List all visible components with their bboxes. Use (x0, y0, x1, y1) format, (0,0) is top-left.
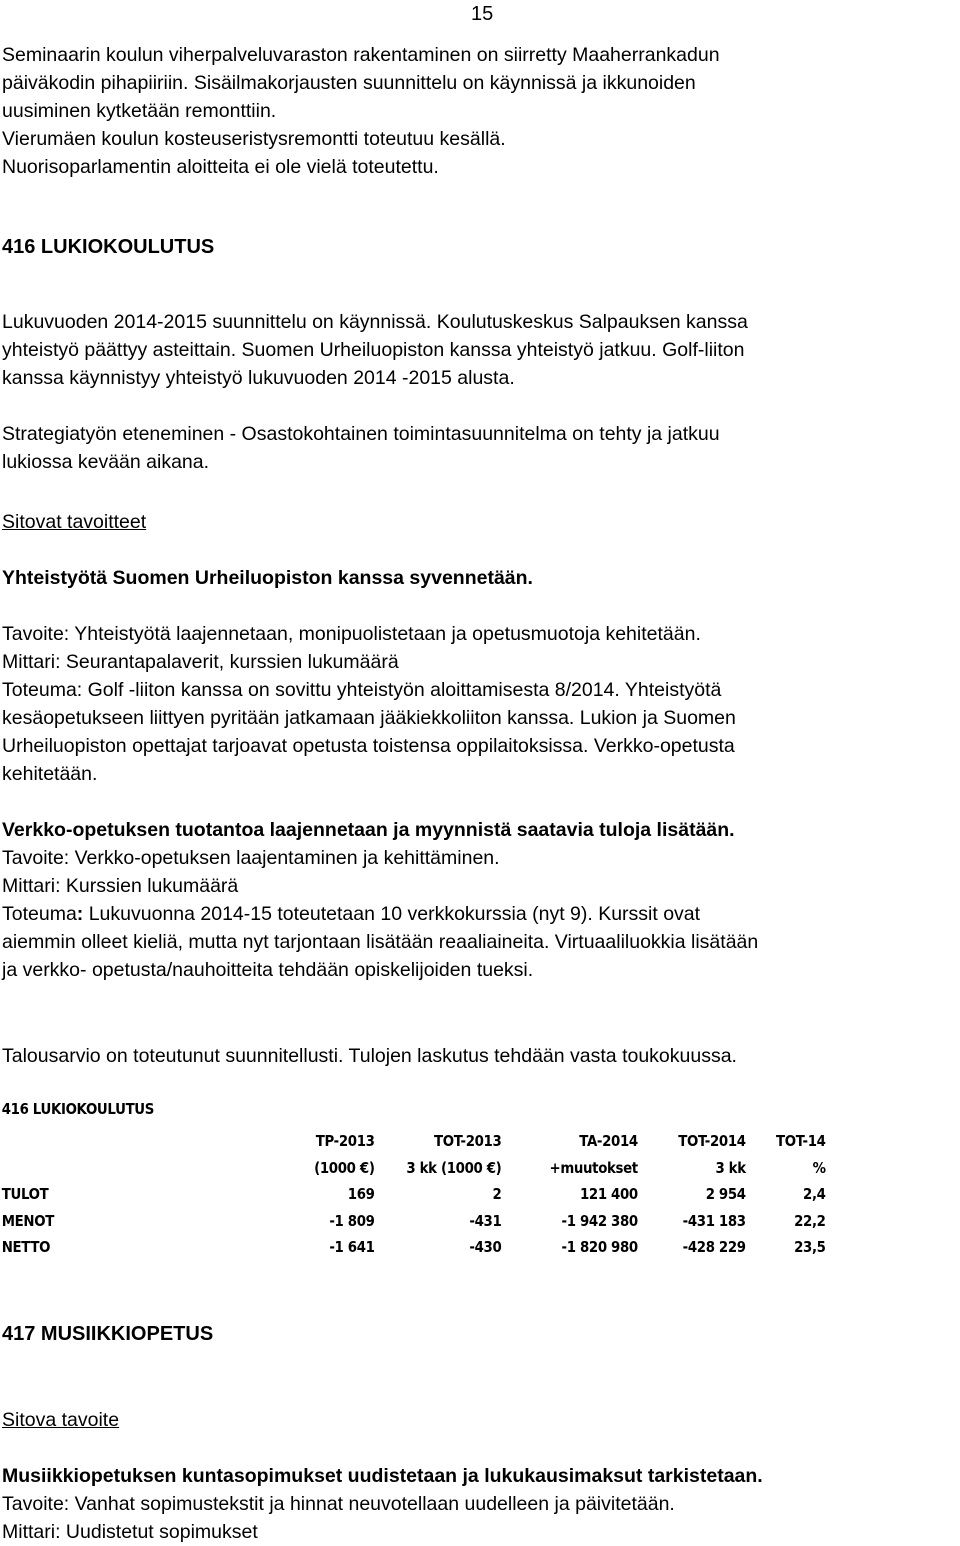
goal-2-title: Verkko-opetuksen tuotantoa laajennetaan ja myynnistä saatavia tuloja lisätään. (2, 819, 735, 841)
financial-table (2, 1128, 826, 1261)
text-line: yhteistyö päättyy asteittain. Suomen Urheiluopiston kanssa yhteistyö jatkuu. Golf-liiton (2, 339, 745, 361)
text-line: kehitetään. (2, 763, 98, 785)
text-line: Tavoite: Vanhat sopimustekstit ja hinnat neuvotellaan uudelleen ja päivitetään. (2, 1493, 675, 1515)
table-header-row-2 (2, 1155, 826, 1182)
text-line: Mittari: Seurantapalaverit, kurssien lukumäärä (2, 651, 399, 673)
text-line: kanssa käynnistyy yhteistyö lukuvuoden 2014 -2015 alusta. (2, 367, 515, 389)
text-line: uusiminen kytketään remonttiin. (2, 100, 277, 122)
text-line: lukiossa kevään aikana. (2, 451, 210, 473)
text-line: aiemmin olleet kieliä, mutta nyt tarjontaan lisätään reaaliaineita. Virtuaaliluokkia lisätään (2, 931, 759, 953)
intro-paragraph (2, 41, 957, 181)
text-line: Lukuvuoden 2014-2015 suunnittelu on käynnissä. Koulutuskeskus Salpauksen kanssa (2, 311, 748, 333)
table-cell (2, 1155, 272, 1182)
row-label: TULOT (1, 1185, 49, 1204)
text-line: ja verkko- opetusta/nauhoitteita tehdään opiskelijoiden tueksi. (2, 959, 534, 981)
table-row (2, 1208, 826, 1235)
table-cell: -431 (469, 1211, 502, 1230)
table-header-cell: +muutokset (549, 1158, 638, 1177)
section-heading-417: 417 MUSIIKKIOPETUS (2, 1323, 214, 1345)
toteuma-colon: : (76, 903, 84, 925)
binding-goals-subheading: Sitovat tavoitteet (2, 511, 147, 533)
table-header-row-1 (2, 1128, 826, 1155)
table-cell: 23,5 (794, 1238, 826, 1257)
table-cell (2, 1128, 272, 1155)
table-cell: 22,2 (794, 1211, 826, 1230)
table-cell: -431 183 (682, 1211, 746, 1230)
table-row (2, 1234, 826, 1261)
text-line: Mittari: Kurssien lukumäärä (2, 875, 239, 897)
text-line: päiväkodin pihapiiriin. Sisäilmakorjausten suunnittelu on käynnissä ja ikkunoiden (2, 72, 696, 94)
table-header-cell: % (812, 1158, 826, 1177)
section-417-goal (2, 1462, 957, 1546)
text-line (2, 900, 957, 928)
text-line: Strategiatyön eteneminen - Osastokohtainen toimintasuunnitelma on tehty ja jatkuu (2, 423, 720, 445)
row-label: MENOT (1, 1211, 54, 1230)
table-header-cell: TA-2014 (579, 1132, 638, 1151)
goal-2-block (2, 816, 957, 984)
table-header-cell: TP-2013 (315, 1132, 375, 1151)
binding-goal-subheading: Sitova tavoite (2, 1409, 120, 1431)
table-cell: 121 400 (579, 1185, 638, 1204)
table-cell: -1 820 980 (561, 1238, 638, 1257)
table-cell: 169 (347, 1185, 375, 1204)
goal-title: Musiikkiopetuksen kuntasopimukset uudistetaan ja lukukausimaksut tarkistetaan. (2, 1465, 763, 1487)
toteuma-text: Lukuvuonna 2014-15 toteutetaan 10 verkkokurssia (nyt 9). Kurssit ovat (83, 903, 701, 925)
table-header-cell: TOT-14 (776, 1132, 826, 1151)
goal-1-body (2, 620, 957, 788)
table-cell: 2,4 (803, 1185, 826, 1204)
table-header-cell: (1000 €) (314, 1158, 375, 1177)
text-line: Toteuma: Golf -liiton kanssa on sovittu yhteistyön aloittamisesta 8/2014. Yhteistyötä (2, 679, 722, 701)
table-title: 416 LUKIOKOULUTUS (1, 1100, 155, 1118)
text-line: Vierumäen koulun kosteuseristysremontti toteutuu kesällä. (2, 128, 506, 150)
table-header-cell: 3 kk (1000 €) (406, 1158, 502, 1177)
table-cell: -1 809 (329, 1211, 375, 1230)
table-cell: -1 641 (329, 1238, 375, 1257)
text-line: Urheiluopiston opettajat tarjoavat opetusta toistensa oppilaitoksissa. Verkko-opetusta (2, 735, 735, 757)
table-row (2, 1181, 826, 1208)
text-line: Mittari: Uudistetut sopimukset (2, 1521, 258, 1543)
table-header-cell: TOT-2014 (678, 1132, 746, 1151)
text-line: Nuorisoparlamentin aloitteita ei ole vielä toteutettu. (2, 156, 439, 178)
table-cell: -428 229 (682, 1238, 746, 1257)
table-cell: 2 (492, 1185, 502, 1204)
text-line: kesäopetukseen liittyen pyritään jatkamaan jääkiekkoliiton kanssa. Lukion ja Suomen (2, 707, 736, 729)
section-416-paragraph-2 (2, 420, 957, 476)
text-line: Tavoite: Yhteistyötä laajennetaan, monipuolistetaan ja opetusmuotoja kehitetään. (2, 623, 701, 645)
page-number: 15 (471, 3, 494, 25)
table-header-cell: 3 kk (715, 1158, 746, 1177)
text-line: Tavoite: Verkko-opetuksen laajentaminen ja kehittäminen. (2, 847, 500, 869)
budget-note: Talousarvio on toteutunut suunnitellusti. Tulojen laskutus tehdään vasta toukokuussa. (2, 1045, 737, 1067)
goal-1-title: Yhteistyötä Suomen Urheiluopiston kanssa syvennetään. (2, 567, 533, 589)
toteuma-label: Toteuma (2, 903, 77, 925)
row-label: NETTO (1, 1238, 51, 1257)
section-heading-416: 416 LUKIOKOULUTUS (2, 236, 215, 258)
table-cell: -1 942 380 (561, 1211, 638, 1230)
table-cell: 2 954 (705, 1185, 746, 1204)
text-line: Seminaarin koulun viherpalveluvaraston rakentaminen on siirretty Maaherrankadun (2, 44, 720, 66)
section-416-paragraph-1 (2, 308, 957, 392)
table-header-cell: TOT-2013 (433, 1132, 502, 1151)
table-cell: -430 (469, 1238, 502, 1257)
